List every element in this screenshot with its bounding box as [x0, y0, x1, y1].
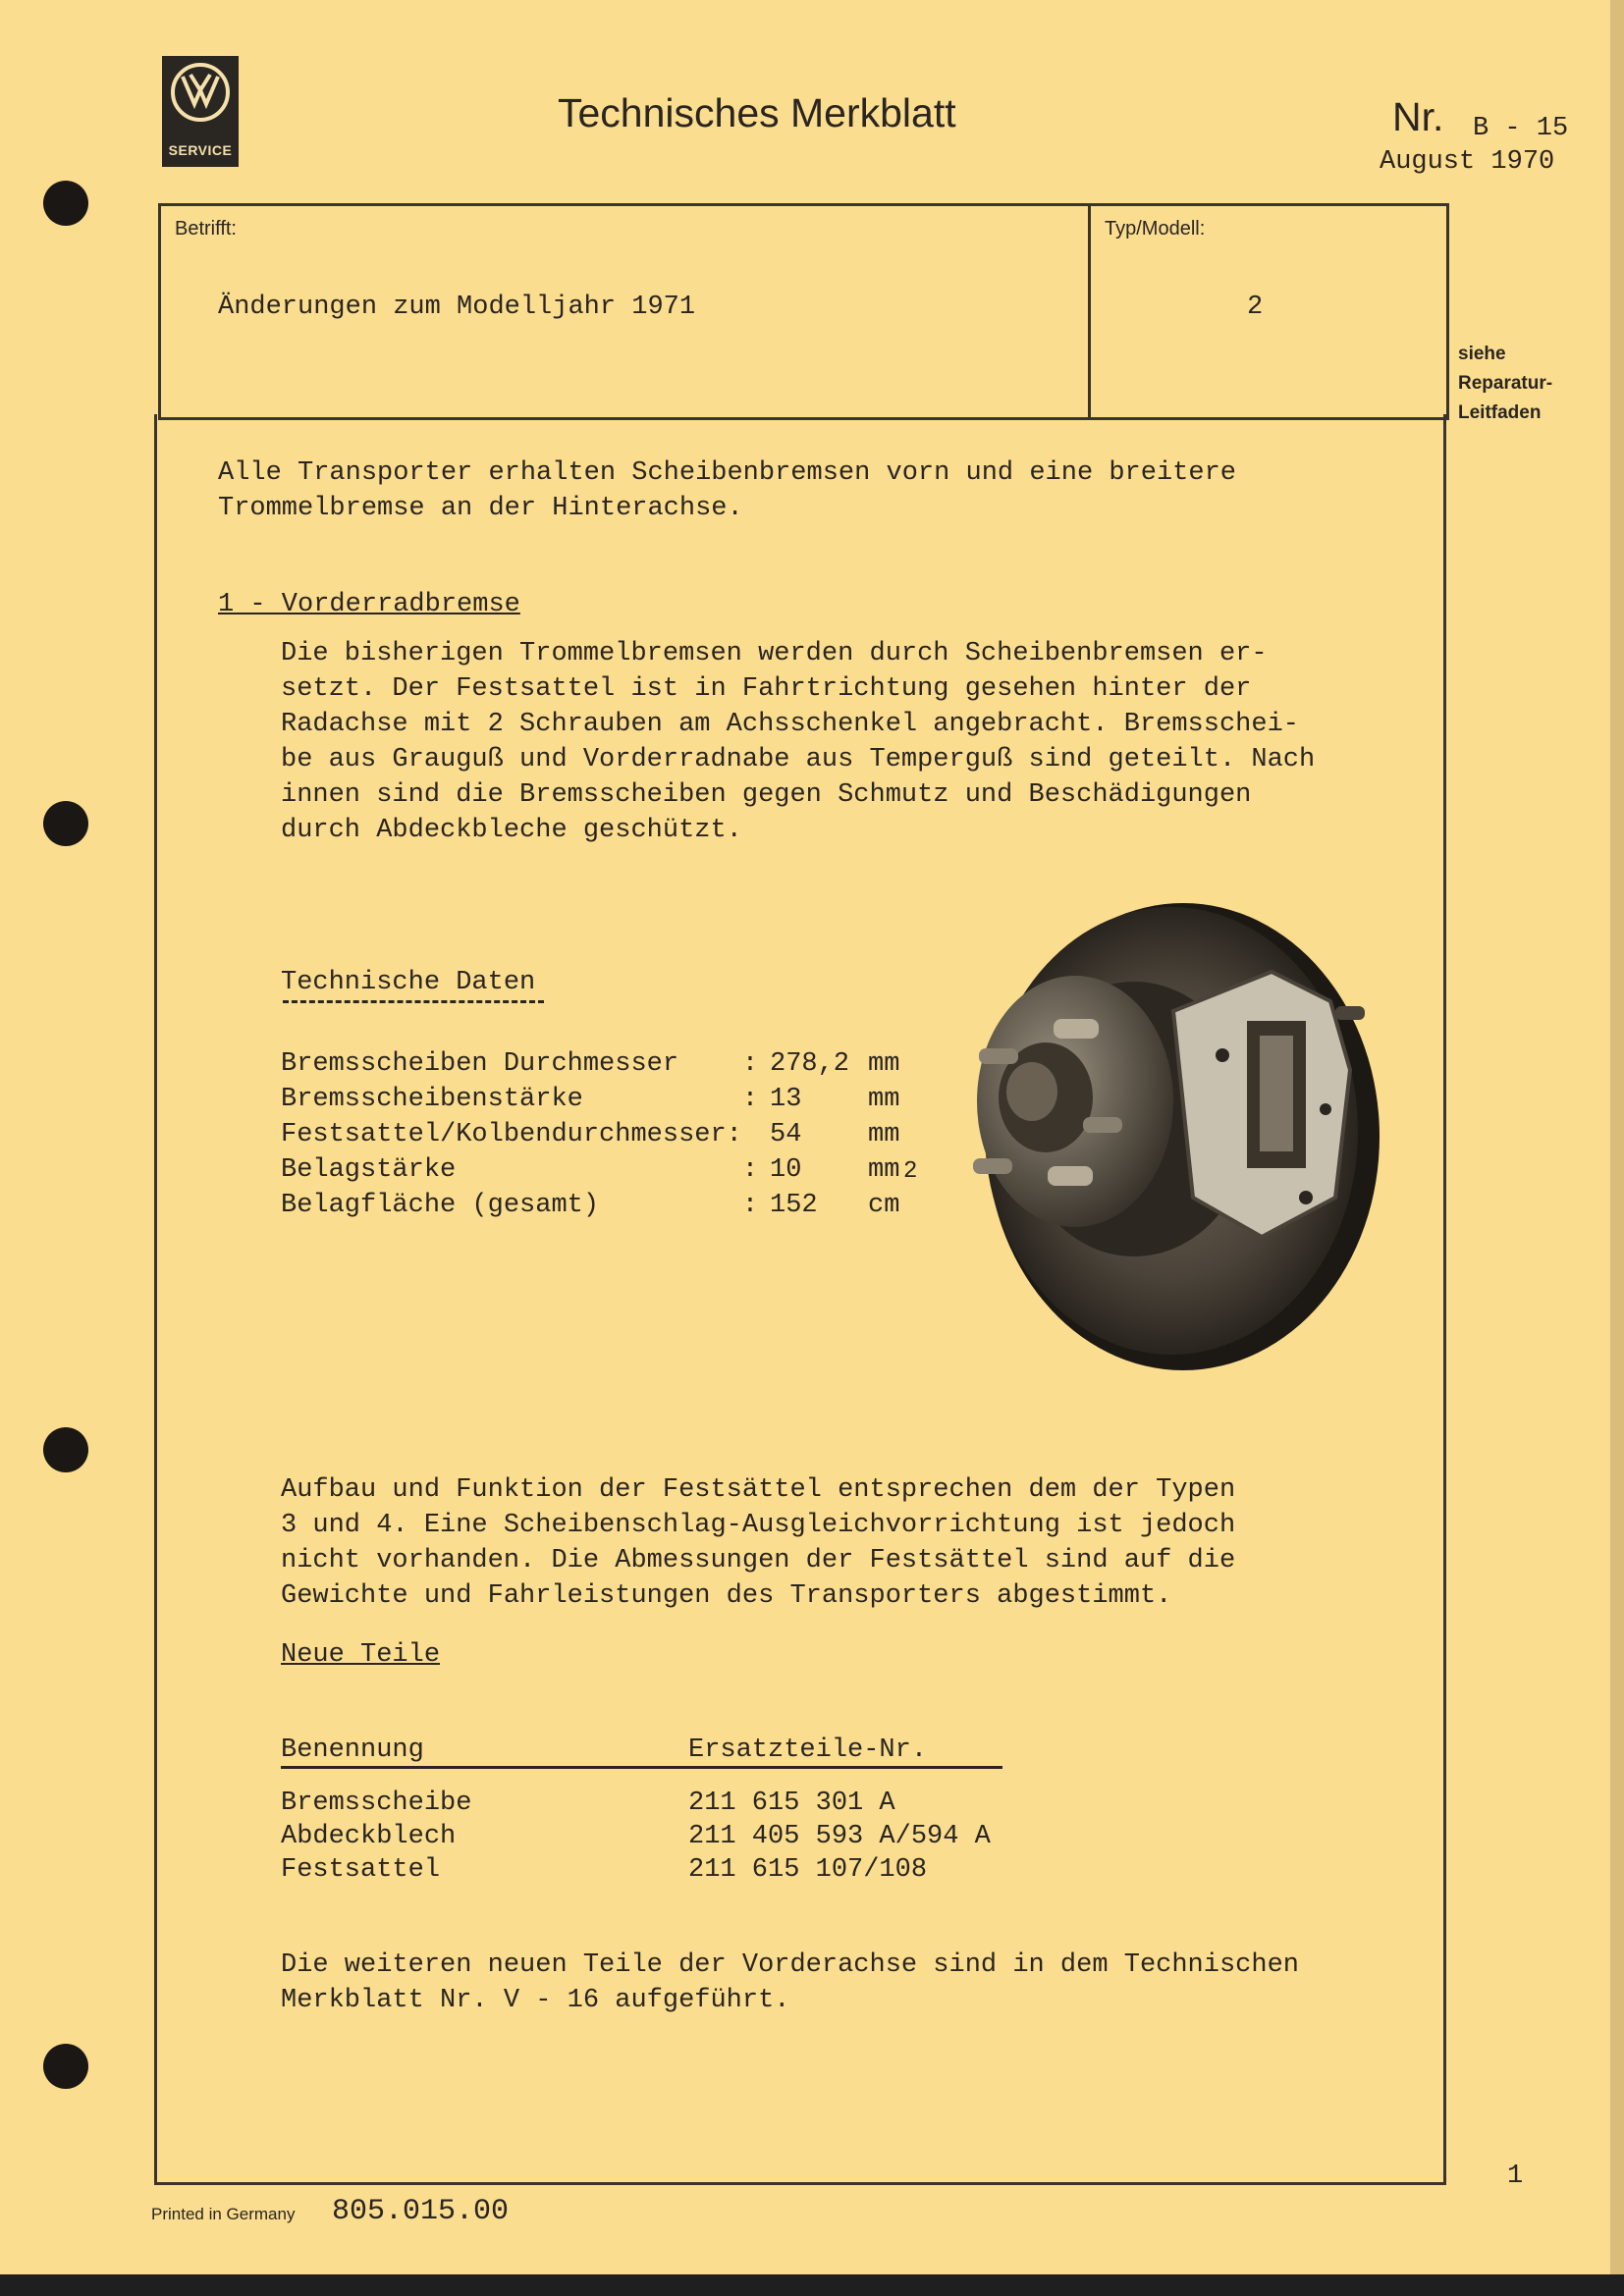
part-name: Bremsscheibe [281, 1789, 472, 1818]
tech-unit: mm [868, 1120, 900, 1149]
table-row [281, 1819, 456, 1854]
tech-label: Bremsscheiben Durchmesser : [281, 1049, 759, 1079]
punch-hole [43, 2044, 88, 2089]
info-box-divider [1088, 203, 1091, 417]
parts-header-rule [281, 1766, 1002, 1769]
body-line: durch Abdeckbleche geschützt. [281, 816, 742, 845]
tech-label: Festsattel/Kolbendurchmesser: [281, 1120, 742, 1149]
part-number: 211 615 301 A [688, 1789, 895, 1818]
tech-label: Belagstärke : [281, 1155, 759, 1185]
body-line: Radachse mit 2 Schrauben am Achsschenkel angebracht. Bremsschei- [281, 710, 1299, 739]
parts-col1-header: Benennung [281, 1735, 424, 1765]
tech-value: 13 [770, 1085, 802, 1114]
tech-value: 54 [770, 1120, 802, 1149]
tech-unit: mm [868, 1049, 900, 1079]
tech-data-underline [283, 1000, 544, 1003]
part-name: Abdeckblech [281, 1822, 457, 1851]
intro-line: Alle Transporter erhalten Scheibenbremsen vorn und eine breitere [218, 458, 1236, 488]
tech-data-values [770, 1046, 849, 1223]
tech-label: Belagfläche (gesamt) : [281, 1191, 759, 1220]
paper-edge [1610, 0, 1624, 2274]
subject-value: Änderungen zum Modelljahr 1971 [218, 293, 696, 322]
tech-data-labels [281, 1046, 758, 1223]
tech-unit: mm [868, 1155, 900, 1185]
subject-label: Betrifft: [175, 218, 237, 240]
frame-right [1443, 414, 1446, 2185]
vw-emblem-icon [169, 61, 232, 124]
frame-bottom [154, 2182, 1446, 2185]
body-line: Aufbau und Funktion der Festsättel entsprechen dem der Typen [281, 1475, 1236, 1505]
tech-unit: cm [868, 1191, 900, 1220]
closing-text [281, 1948, 1299, 2018]
print-code: 805.015.00 [332, 2195, 510, 2228]
frame-left [154, 414, 157, 2185]
disc-brake-photo [938, 874, 1399, 1384]
section-body [281, 636, 1315, 848]
body-line: setzt. Der Festsattel ist in Fahrtrichtung gesehen hinter der [281, 674, 1252, 704]
number-label: Nr. [1392, 94, 1444, 139]
part-number: 211 405 593 A/594 A [688, 1822, 991, 1851]
number-value: B - 15 [1473, 114, 1569, 143]
side-note-line: Leitfaden [1458, 402, 1542, 423]
intro-text [218, 455, 1236, 526]
body-line: Merkblatt Nr. V - 16 aufgeführt. [281, 1986, 790, 2015]
issue-date: August 1970 [1380, 147, 1555, 177]
page-number: 1 [1507, 2162, 1524, 2191]
table-row [688, 1786, 895, 1821]
table-row [281, 1852, 440, 1888]
parts-heading: Neue Teile [281, 1640, 441, 1670]
part-number: 211 615 107/108 [688, 1855, 928, 1885]
punch-hole [43, 181, 88, 226]
parts-col2-header: Ersatzteile-Nr. [688, 1735, 928, 1765]
tech-value: 152 [770, 1191, 818, 1220]
table-row [281, 1786, 471, 1821]
body-line: Gewichte und Fahrleistungen des Transporters abgestimmt. [281, 1581, 1172, 1611]
side-note-line: siehe [1458, 344, 1506, 364]
tech-value: 278,2 [770, 1049, 850, 1079]
document-title: Technisches Merkblatt [558, 90, 956, 135]
table-row [688, 1852, 927, 1888]
body-line: Die weiteren neuen Teile der Vorderachse sind in dem Technischen [281, 1950, 1299, 1980]
body-line: innen sind die Bremsscheiben gegen Schmutz und Beschädigungen [281, 780, 1252, 810]
tech-label: Bremsscheibenstärke : [281, 1085, 759, 1114]
punch-hole [43, 801, 88, 846]
printed-note: Printed in Germany [151, 2205, 296, 2223]
function-text [281, 1472, 1235, 1614]
vw-service-logo [162, 56, 239, 167]
body-line: Die bisherigen Trommelbremsen werden durch Scheibenbremsen er- [281, 639, 1268, 668]
intro-line: Trommelbremse an der Hinterachse. [218, 494, 743, 523]
part-name: Festsattel [281, 1855, 441, 1885]
body-line: nicht vorhanden. Die Abmessungen der Festsättel sind auf die [281, 1546, 1236, 1575]
section-heading: 1 - Vorderradbremse [218, 590, 520, 619]
table-row [688, 1819, 991, 1854]
body-line: 3 und 4. Eine Scheibenschlag-Ausgleichvorrichtung ist jedoch [281, 1511, 1236, 1540]
tech-data-heading: Technische Daten [281, 968, 536, 997]
model-label: Typ/Modell: [1105, 218, 1206, 240]
model-value: 2 [1247, 293, 1264, 322]
tech-data-units [868, 1046, 899, 1223]
body-line: be aus Grauguß und Vorderradnabe aus Temperguß sind geteilt. Nach [281, 745, 1316, 774]
side-note [1458, 340, 1552, 428]
side-note-line: Reparatur- [1458, 373, 1553, 394]
unit-superscript: 2 [903, 1158, 918, 1185]
logo-label: SERVICE [168, 142, 233, 158]
tech-value: 10 [770, 1155, 802, 1185]
punch-hole [43, 1427, 88, 1472]
scan-border [0, 2274, 1624, 2296]
tech-unit: mm [868, 1085, 900, 1114]
